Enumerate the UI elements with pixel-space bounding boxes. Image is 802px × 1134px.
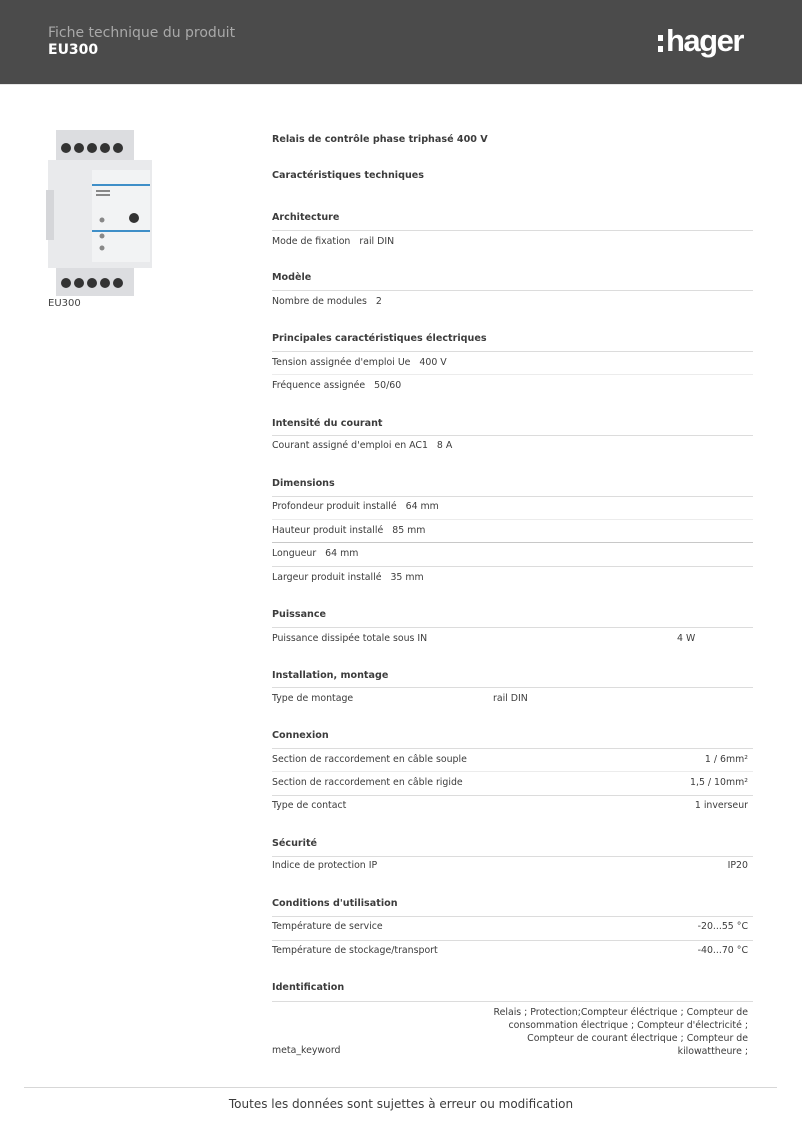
logo-colon-icon [658,35,663,52]
divider [272,566,753,567]
divider [272,435,753,436]
spec-value: 1 inverseur [694,800,748,811]
spec-label: Profondeur produit installé [272,501,397,512]
spec-label: Courant assigné d'emploi en AC1 [272,440,428,451]
spec-row [272,440,452,451]
divider [272,916,753,917]
spec-label: Indice de protection IP [272,860,378,871]
spec-label: Mode de fixation [272,236,351,247]
spec-row [272,548,358,559]
spec-value: rail DIN [493,693,528,704]
spec-label: Tension assignée d'emploi Ue [272,357,411,368]
spec-label: Section de raccordement en câble souple [272,754,467,765]
spec-label: Nombre de modules [272,296,367,307]
section-title-current: Intensité du courant [272,418,383,429]
product-title: Relais de contrôle phase triphasé 400 V [272,134,488,145]
spec-label: Section de raccordement en câble rigide [272,777,463,788]
spec-value: 400 V [419,357,447,368]
section-title-conditions: Conditions d'utilisation [272,898,398,909]
section-title-dimensions: Dimensions [272,478,335,489]
divider [272,374,753,375]
spec-row [272,296,382,307]
page-header [0,0,802,85]
divider [272,496,753,497]
divider [272,542,753,543]
section-title-puissance: Puissance [272,609,327,620]
spec-label: Température de stockage/transport [272,945,438,956]
meta-keyword-label: meta_keyword [272,1045,341,1056]
logo-text: hager [666,23,743,58]
header-subtitle: Fiche technique du produit [48,25,236,41]
header-product-code: EU300 [48,42,99,58]
spec-value: 64 mm [405,501,439,512]
product-caption: EU300 [48,298,81,309]
spec-label: Type de contact [272,800,347,811]
spec-value: rail DIN [359,236,395,247]
divider [272,795,753,796]
spec-row [272,380,401,391]
spec-value: 64 mm [325,548,359,559]
footer-divider [24,1087,777,1088]
section-title-installation: Installation, montage [272,670,389,681]
spec-label: Largeur produit installé [272,572,382,583]
spec-label: Fréquence assignée [272,380,366,391]
specs-heading: Caractéristiques techniques [272,170,425,181]
spec-label: Puissance dissipée totale sous IN [272,633,428,644]
section-title-electrical: Principales caractéristiques électriques [272,333,487,344]
divider [272,940,753,941]
divider [272,1001,753,1002]
spec-value: -40...70 °C [697,945,748,956]
spec-row [272,357,447,368]
section-title-connexion: Connexion [272,730,329,741]
divider [272,519,753,520]
spec-label: Type de montage [272,693,354,704]
section-title-securite: Sécurité [272,838,318,849]
din-rail-relay-image [46,130,154,296]
section-title-architecture: Architecture [272,212,340,223]
divider [272,290,753,291]
spec-label: Hauteur produit installé [272,525,384,536]
spec-row [272,525,425,536]
meta-keyword-value: Relais ; Protection;Compteur éléctrique ; Compteur de consommation électrique ; Compteur d'électricité ; Compteur de courant électrique ; Compteur de kilowattheure ; [493,1007,748,1057]
spec-value: 85 mm [392,525,426,536]
section-title-identification: Identification [272,982,345,993]
spec-value: 4 W [677,633,696,644]
spec-value: IP20 [727,860,748,871]
spec-value: -20...55 °C [697,921,748,932]
spec-label: Température de service [272,921,383,932]
spec-value: 8 A [436,440,453,451]
divider [272,351,753,352]
spec-value: 2 [375,296,382,307]
spec-value: 35 mm [390,572,424,583]
hager-logo [658,21,743,61]
divider [272,627,753,628]
spec-row [272,236,394,247]
divider [272,748,753,749]
spec-label: Longueur [272,548,317,559]
spec-row [272,572,424,583]
footer-disclaimer: Toutes les données sont sujettes à erreur ou modification [228,1097,574,1111]
spec-value: 1 / 6mm² [704,754,748,765]
spec-row [272,501,439,512]
divider [272,771,753,772]
spec-value: 50/60 [374,380,402,391]
divider [272,230,753,231]
section-title-modele: Modèle [272,272,312,283]
spec-value: 1,5 / 10mm² [690,777,748,788]
divider [272,687,753,688]
divider [272,856,753,857]
